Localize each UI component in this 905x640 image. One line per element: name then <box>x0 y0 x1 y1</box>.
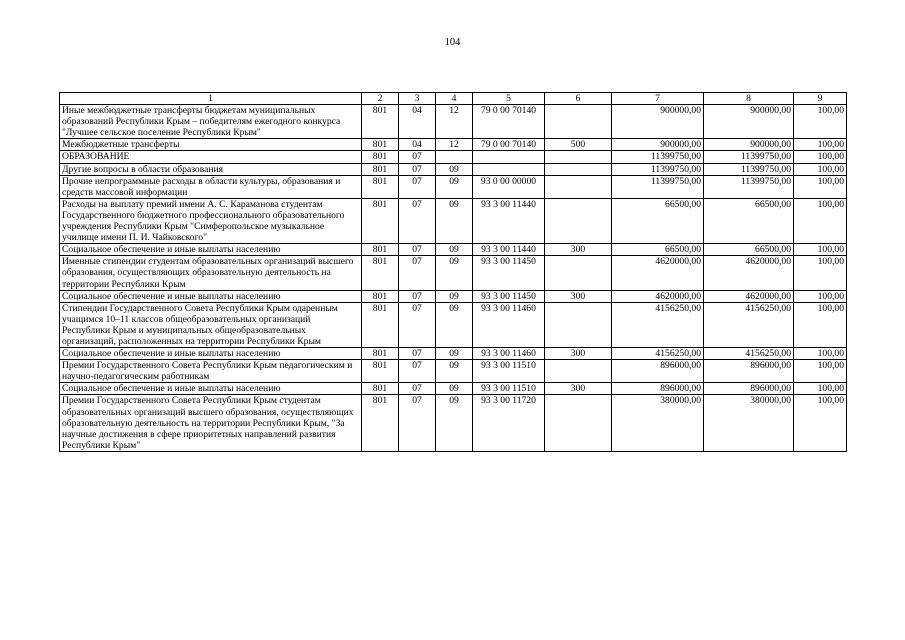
column-header: 1 <box>60 93 362 105</box>
expense-type-cell <box>545 256 612 290</box>
expense-name-cell: Стипендии Государственного Совета Республики Крым одаренным учащимся 10–11 классов общеобразовательных организаций Республики Крым и муниципальных общеобразовательных организаций, расположенных на территории Республики Крым <box>60 302 362 347</box>
expense-type-cell <box>545 151 612 163</box>
execution-percent-cell: 100,00 <box>794 383 847 395</box>
section-code-cell: 07 <box>399 360 436 383</box>
planned-amount-cell: 900000,00 <box>612 105 704 139</box>
section-code-cell: 04 <box>399 105 436 139</box>
column-header: 9 <box>794 93 847 105</box>
executed-amount-cell: 896000,00 <box>704 383 794 395</box>
department-code-cell: 801 <box>362 163 399 175</box>
expense-name-cell: Социальное обеспечение и иные выплаты населению <box>60 383 362 395</box>
section-code-cell: 04 <box>399 139 436 151</box>
planned-amount-cell: 11399750,00 <box>612 163 704 175</box>
planned-amount-cell: 380000,00 <box>612 395 704 451</box>
execution-percent-cell: 100,00 <box>794 244 847 256</box>
executed-amount-cell: 900000,00 <box>704 139 794 151</box>
subsection-code-cell: 12 <box>436 105 473 139</box>
planned-amount-cell: 4156250,00 <box>612 348 704 360</box>
executed-amount-cell: 66500,00 <box>704 244 794 256</box>
budget-table <box>59 92 847 452</box>
target-item-cell: 79 0 00 70140 <box>473 139 545 151</box>
department-code-cell: 801 <box>362 151 399 163</box>
expense-name-cell: Иные межбюджетные трансферты бюджетам муниципальных образований Республики Крым – победителям ежегодного конкурса "Лучшее сельское поселение Республики Крым" <box>60 105 362 139</box>
department-code-cell: 801 <box>362 348 399 360</box>
target-item-cell: 93 3 00 11440 <box>473 198 545 243</box>
target-item-cell: 93 3 00 11450 <box>473 290 545 302</box>
subsection-code-cell: 12 <box>436 139 473 151</box>
subsection-code-cell: 09 <box>436 256 473 290</box>
expense-type-cell <box>545 198 612 243</box>
table-body <box>60 105 847 452</box>
expense-type-cell: 300 <box>545 348 612 360</box>
target-item-cell: 93 0 00 00000 <box>473 175 545 198</box>
section-code-cell: 07 <box>399 302 436 347</box>
table-row <box>60 290 847 302</box>
table-row <box>60 348 847 360</box>
department-code-cell: 801 <box>362 302 399 347</box>
execution-percent-cell: 100,00 <box>794 290 847 302</box>
executed-amount-cell: 900000,00 <box>704 105 794 139</box>
table-row <box>60 175 847 198</box>
department-code-cell: 801 <box>362 175 399 198</box>
section-code-cell: 07 <box>399 383 436 395</box>
executed-amount-cell: 66500,00 <box>704 198 794 243</box>
executed-amount-cell: 4156250,00 <box>704 302 794 347</box>
planned-amount-cell: 11399750,00 <box>612 175 704 198</box>
section-code-cell: 07 <box>399 244 436 256</box>
expense-name-cell: Межбюджетные трансферты <box>60 139 362 151</box>
expense-name-cell: Прочие непрограммные расходы в области культуры, образования и средств массовой информации <box>60 175 362 198</box>
expense-type-cell: 300 <box>545 244 612 256</box>
section-code-cell: 07 <box>399 395 436 451</box>
planned-amount-cell: 11399750,00 <box>612 151 704 163</box>
target-item-cell: 79 0 00 70140 <box>473 105 545 139</box>
expense-type-cell <box>545 105 612 139</box>
subsection-code-cell: 09 <box>436 244 473 256</box>
table-row <box>60 151 847 163</box>
planned-amount-cell: 4156250,00 <box>612 302 704 347</box>
section-code-cell: 07 <box>399 198 436 243</box>
planned-amount-cell: 900000,00 <box>612 139 704 151</box>
executed-amount-cell: 11399750,00 <box>704 175 794 198</box>
department-code-cell: 801 <box>362 139 399 151</box>
execution-percent-cell: 100,00 <box>794 151 847 163</box>
subsection-code-cell: 09 <box>436 348 473 360</box>
execution-percent-cell: 100,00 <box>794 360 847 383</box>
planned-amount-cell: 896000,00 <box>612 360 704 383</box>
planned-amount-cell: 4620000,00 <box>612 256 704 290</box>
column-header: 4 <box>436 93 473 105</box>
target-item-cell: 93 3 00 11510 <box>473 383 545 395</box>
department-code-cell: 801 <box>362 395 399 451</box>
subsection-code-cell: 09 <box>436 175 473 198</box>
expense-name-cell: Именные стипендии студентам образовательных организаций высшего образования, осуществляющих образовательную деятельность на территории Республики Крым <box>60 256 362 290</box>
target-item-cell: 93 3 00 11720 <box>473 395 545 451</box>
department-code-cell: 801 <box>362 290 399 302</box>
expense-name-cell: Премии Государственного Совета Республики Крым педагогическим и научно-педагогическим работникам <box>60 360 362 383</box>
execution-percent-cell: 100,00 <box>794 163 847 175</box>
table-row <box>60 395 847 451</box>
execution-percent-cell: 100,00 <box>794 302 847 347</box>
executed-amount-cell: 896000,00 <box>704 360 794 383</box>
column-number-row <box>60 93 847 105</box>
table-row <box>60 198 847 243</box>
department-code-cell: 801 <box>362 244 399 256</box>
planned-amount-cell: 66500,00 <box>612 198 704 243</box>
planned-amount-cell: 896000,00 <box>612 383 704 395</box>
subsection-code-cell: 09 <box>436 302 473 347</box>
expense-name-cell: Социальное обеспечение и иные выплаты населению <box>60 244 362 256</box>
column-header: 3 <box>399 93 436 105</box>
expense-type-cell <box>545 302 612 347</box>
expense-type-cell <box>545 175 612 198</box>
execution-percent-cell: 100,00 <box>794 256 847 290</box>
table-row <box>60 163 847 175</box>
subsection-code-cell: 09 <box>436 360 473 383</box>
executed-amount-cell: 11399750,00 <box>704 151 794 163</box>
target-item-cell: 93 3 00 11510 <box>473 360 545 383</box>
execution-percent-cell: 100,00 <box>794 175 847 198</box>
executed-amount-cell: 4156250,00 <box>704 348 794 360</box>
expense-name-cell: Премии Государственного Совета Республики Крым студентам образовательных организаций высшего образования, осуществляющих образовательную деятельность на территории Республики Крым, "За научные достижения в сфере приоритетных направлений развития Республики Крым" <box>60 395 362 451</box>
expense-name-cell: Другие вопросы в области образования <box>60 163 362 175</box>
department-code-cell: 801 <box>362 383 399 395</box>
section-code-cell: 07 <box>399 175 436 198</box>
expense-type-cell: 500 <box>545 139 612 151</box>
executed-amount-cell: 380000,00 <box>704 395 794 451</box>
expense-type-cell: 300 <box>545 290 612 302</box>
department-code-cell: 801 <box>362 360 399 383</box>
section-code-cell: 07 <box>399 348 436 360</box>
execution-percent-cell: 100,00 <box>794 348 847 360</box>
planned-amount-cell: 66500,00 <box>612 244 704 256</box>
expense-name-cell: Социальное обеспечение и иные выплаты населению <box>60 348 362 360</box>
section-code-cell: 07 <box>399 151 436 163</box>
execution-percent-cell: 100,00 <box>794 395 847 451</box>
section-code-cell: 07 <box>399 163 436 175</box>
table-row <box>60 360 847 383</box>
expense-name-cell: Социальное обеспечение и иные выплаты населению <box>60 290 362 302</box>
target-item-cell: 93 3 00 11460 <box>473 302 545 347</box>
execution-percent-cell: 100,00 <box>794 198 847 243</box>
planned-amount-cell: 4620000,00 <box>612 290 704 302</box>
column-header: 6 <box>545 93 612 105</box>
subsection-code-cell: 09 <box>436 395 473 451</box>
table-row <box>60 302 847 347</box>
expense-name-cell: ОБРАЗОВАНИЕ <box>60 151 362 163</box>
column-header: 7 <box>612 93 704 105</box>
executed-amount-cell: 11399750,00 <box>704 163 794 175</box>
subsection-code-cell: 09 <box>436 198 473 243</box>
table-row <box>60 244 847 256</box>
expense-type-cell <box>545 163 612 175</box>
table-row <box>60 383 847 395</box>
page-number: 104 <box>444 37 461 48</box>
subsection-code-cell: 09 <box>436 163 473 175</box>
column-header: 5 <box>473 93 545 105</box>
expense-name-cell: Расходы на выплату премий имени А. С. Караманова студентам Государственного бюджетного профессионального образовательного учреждения Республики Крым "Симферопольское музыкальное училище имени П. И. Чайковского" <box>60 198 362 243</box>
target-item-cell <box>473 163 545 175</box>
department-code-cell: 801 <box>362 256 399 290</box>
executed-amount-cell: 4620000,00 <box>704 290 794 302</box>
column-header: 8 <box>704 93 794 105</box>
section-code-cell: 07 <box>399 256 436 290</box>
table-row <box>60 256 847 290</box>
target-item-cell: 93 3 00 11440 <box>473 244 545 256</box>
expense-type-cell: 300 <box>545 383 612 395</box>
subsection-code-cell <box>436 151 473 163</box>
target-item-cell <box>473 151 545 163</box>
execution-percent-cell: 100,00 <box>794 105 847 139</box>
department-code-cell: 801 <box>362 198 399 243</box>
target-item-cell: 93 3 00 11460 <box>473 348 545 360</box>
target-item-cell: 93 3 00 11450 <box>473 256 545 290</box>
executed-amount-cell: 4620000,00 <box>704 256 794 290</box>
column-header: 2 <box>362 93 399 105</box>
expense-type-cell <box>545 395 612 451</box>
subsection-code-cell: 09 <box>436 383 473 395</box>
table-row <box>60 139 847 151</box>
section-code-cell: 07 <box>399 290 436 302</box>
expense-type-cell <box>545 360 612 383</box>
table-row <box>60 105 847 139</box>
subsection-code-cell: 09 <box>436 290 473 302</box>
department-code-cell: 801 <box>362 105 399 139</box>
execution-percent-cell: 100,00 <box>794 139 847 151</box>
